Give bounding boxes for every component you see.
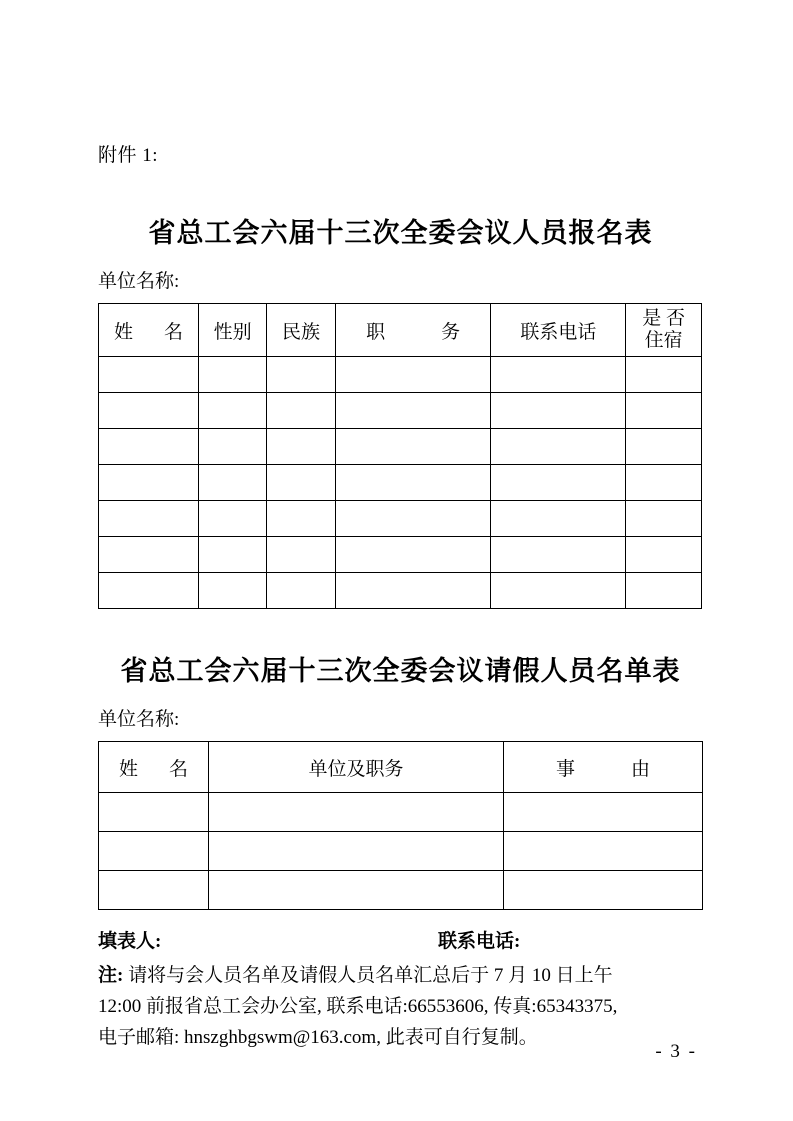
header-cell-position (335, 304, 491, 357)
table-row (99, 357, 702, 393)
cell-position[interactable] (335, 357, 491, 393)
note-line3: 电子邮箱: hnszghbgswm@163.com, 此表可自行复制。 (98, 1026, 538, 1048)
cell-reason[interactable] (504, 793, 703, 832)
note-line1: 请将与会人员名单及请假人员名单汇总后于 7 月 10 日上午 (128, 965, 613, 986)
table-header-row (99, 742, 703, 793)
header-label-phone: 联系电话 (520, 321, 597, 343)
cell-position[interactable] (335, 465, 491, 501)
header-label-position: 职 务 (366, 321, 467, 343)
cell-phone[interactable] (491, 393, 626, 429)
cell-gender[interactable] (198, 465, 266, 501)
cell-name[interactable] (99, 429, 199, 465)
table1-unit-label: 单位名称: (98, 271, 180, 292)
cell-reason[interactable] (504, 871, 703, 910)
cell-ethnicity[interactable] (267, 429, 335, 465)
cell-position[interactable] (335, 393, 491, 429)
cell-ethnicity[interactable] (267, 573, 335, 609)
cell-accommodation[interactable] (626, 537, 702, 573)
cell-name[interactable] (99, 871, 209, 910)
cell-gender[interactable] (198, 573, 266, 609)
cell-unit-position[interactable] (209, 793, 504, 832)
header-cell-accommodation (626, 304, 702, 357)
filler-label: 填表人: (98, 931, 162, 952)
cell-name[interactable] (99, 357, 199, 393)
page-number: - 3 - (655, 1041, 697, 1062)
cell-accommodation[interactable] (626, 429, 702, 465)
contact-phone-label: 联系电话: (438, 931, 521, 952)
cell-gender[interactable] (198, 537, 266, 573)
cell-accommodation[interactable] (626, 465, 702, 501)
cell-accommodation[interactable] (626, 501, 702, 537)
header-label-accommodation (642, 308, 685, 351)
table-header-row (99, 304, 702, 357)
cell-name[interactable] (99, 393, 199, 429)
table-row (99, 465, 702, 501)
leave-list-table (98, 741, 703, 910)
cell-position[interactable] (335, 573, 491, 609)
header-label-reason: 事 由 (555, 758, 656, 780)
cell-ethnicity[interactable] (267, 465, 335, 501)
footer-note (98, 961, 703, 1053)
cell-phone[interactable] (491, 465, 626, 501)
header-label-unit-position: 单位及职务 (308, 758, 404, 780)
cell-ethnicity[interactable] (267, 357, 335, 393)
cell-ethnicity[interactable] (267, 537, 335, 573)
cell-position[interactable] (335, 501, 491, 537)
table-row (99, 429, 702, 465)
cell-position[interactable] (335, 537, 491, 573)
cell-name[interactable] (99, 501, 199, 537)
cell-accommodation[interactable] (626, 393, 702, 429)
header-label-gender: 性别 (213, 321, 252, 343)
cell-accommodation[interactable] (626, 357, 702, 393)
cell-phone[interactable] (491, 501, 626, 537)
cell-gender[interactable] (198, 393, 266, 429)
table2-unit-label: 单位名称: (98, 709, 180, 730)
cell-phone[interactable] (491, 357, 626, 393)
header-cell-name (99, 742, 209, 793)
header-label-name: 姓 名 (118, 758, 194, 780)
cell-phone[interactable] (491, 537, 626, 573)
table-row (99, 537, 702, 573)
header-label-name: 姓 名 (113, 321, 189, 343)
cell-name[interactable] (99, 793, 209, 832)
header-cell-unit-position (209, 742, 504, 793)
header-cell-gender (198, 304, 266, 357)
cell-name[interactable] (99, 537, 199, 573)
table1-title: 省总工会六届十三次全委会议人员报名表 (148, 218, 653, 249)
cell-name[interactable] (99, 573, 199, 609)
note-lead: 注: (98, 965, 124, 986)
cell-position[interactable] (335, 429, 491, 465)
cell-phone[interactable] (491, 429, 626, 465)
table-row (99, 832, 703, 871)
cell-name[interactable] (99, 832, 209, 871)
table-row (99, 573, 702, 609)
cell-gender[interactable] (198, 501, 266, 537)
cell-ethnicity[interactable] (267, 501, 335, 537)
table2-title: 省总工会六届十三次全委会议请假人员名单表 (120, 656, 681, 687)
note-line2: 12:00 前报省总工会办公室, 联系电话:66553606, 传真:65343375, (98, 995, 618, 1017)
header-label-accommodation-line1: 是 否 (642, 308, 685, 330)
table-row (99, 501, 702, 537)
header-cell-ethnicity (267, 304, 335, 357)
section-spacer (98, 609, 703, 649)
header-cell-phone (491, 304, 626, 357)
signature-line (98, 926, 703, 953)
attachment-label: 附件 1: (98, 145, 159, 166)
header-label-ethnicity: 民族 (282, 321, 321, 343)
cell-phone[interactable] (491, 573, 626, 609)
cell-gender[interactable] (198, 429, 266, 465)
cell-unit-position[interactable] (209, 871, 504, 910)
registration-table (98, 303, 702, 609)
cell-gender[interactable] (198, 357, 266, 393)
table-row (99, 793, 703, 832)
table-row (99, 871, 703, 910)
table-row (99, 393, 702, 429)
cell-reason[interactable] (504, 832, 703, 871)
cell-name[interactable] (99, 465, 199, 501)
cell-accommodation[interactable] (626, 573, 702, 609)
header-label-accommodation-line2: 住宿 (644, 329, 683, 351)
header-cell-name (99, 304, 199, 357)
cell-ethnicity[interactable] (267, 393, 335, 429)
header-cell-reason (504, 742, 703, 793)
cell-unit-position[interactable] (209, 832, 504, 871)
